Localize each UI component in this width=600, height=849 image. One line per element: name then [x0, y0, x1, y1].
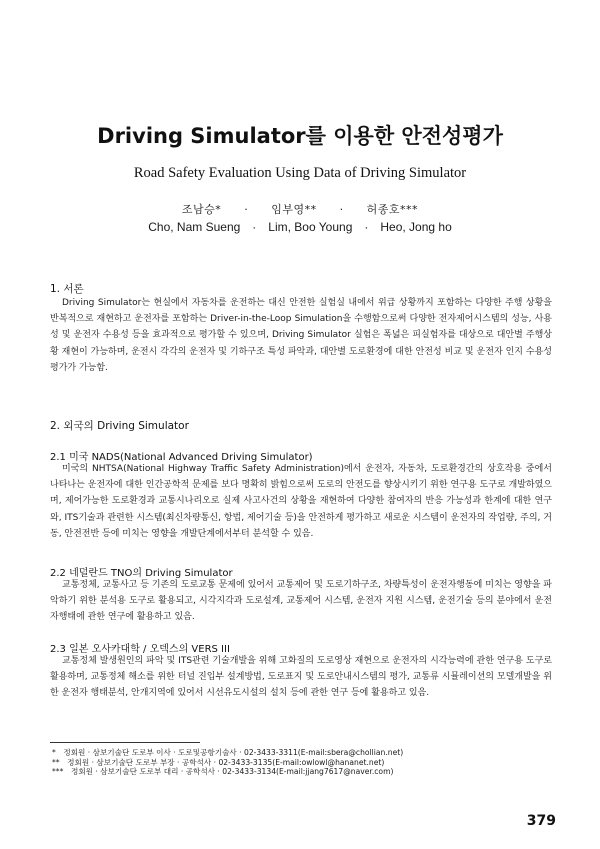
section-body-introduction — [50, 295, 552, 376]
footnote-author-2: ** 정회원 · 삼보기술단 도로부 부장 · 공학석사 · 02-3433-3135(E-mail:owlowl@hananet.net) — [52, 757, 385, 767]
authors-english: Cho, Nam Sueng · Lim, Boo Young · Heo, Jong ho — [148, 220, 452, 234]
page-title: Driving Simulator를 이용한 안전성평가 — [97, 124, 503, 148]
paragraph: Driving Simulator는 현실에서 자동차를 운전하는 대신 안전한 실험실 내에서 위급 상황까지 포함하는 다양한 주행 상황을 반복적으로 재현하고 운전자를 포함하는 Driver-in-the-Loop Simulation을 수행함으로써 다양한 전자제어시스템의 성능, 사용성 및 운전자 수용성 등을 효과적으로 평가할 수 있으며, Driving Simulator 실험은 폭넓은 피실험자를 대상으로 대안별 주행상황 재현이 가능하며, 운전시 각각의 운전자 및 기하구조 특성 파악과, 대안별 도로환경에 대한 안전성 비교 및 운전자 인지 수용성평가가 가능함. — [50, 298, 552, 373]
footnote-author-3: *** 정회원 · 삼보기술단 도로부 대리 · 공학석사 · 02-3433-3134(E-mail:jjang7617@naver.com) — [52, 767, 394, 777]
paragraph: 교통정체 발생원인의 파악 및 ITS관련 기술개발을 위해 고화질의 도로영상 재현으로 운전자의 시각능력에 관한 연구용 도구로 활용하며, 교통정체 해소를 위한 터널 진입부 설계방법, 도로표지 및 도로안내시스템의 평가, 교통류 시뮬레이션의 모델개발을 위한 운전자 행태분석, 안개지역에 있어서 시선유도시설의 설치 등에 관한 연구 등에 활용하고 있음. — [50, 656, 552, 699]
authors-korean: 조남승* · 임부영** · 허종호*** — [181, 203, 419, 216]
section-heading-introduction: 1. 서론 — [50, 283, 84, 295]
paragraph: 미국의 NHTSA(National Highway Traffic Safety Administration)에서 운전자, 자동차, 도로환경간의 상호작용 중에서 나타나는 운전자에 대한 인간공학적 문제를 보다 명확히 밝힘으로써 도로의 안전도를 향상시키기 위한 연구용 도구로 개발하였으며, 제어가능한 도로환경과 교통시나리오로 실제 사고사건의 상황을 재현하여 다양한 참여자의 반응 가능성과 한계에 대한 연구와, ITS기술과 관련한 시스템(최신차량통신, 항법, 제어기술 등)을 안전하게 평가하고 새로운 시스템이 운전자의 작업량, 주의, 거동, 안전전반 등에 미치는 영향을 개발단계에서부터 분석할 수 있음. — [50, 464, 552, 539]
footnote-author-1: * 정회원 · 삼보기술단 도로부 이사 · 도로및공항기술사 · 02-3433-3311(E-mail:sbera@chollian.net) — [52, 748, 404, 757]
footnote-divider — [50, 742, 200, 743]
english-subtitle: Road Safety Evaluation Using Data of Driving Simulator — [133, 165, 467, 181]
subsection-heading-vers: 2.3 일본 오사카대학 / 오덱스의 VERS III — [50, 644, 230, 655]
paragraph: 교통정체, 교통사고 등 기존의 도로교통 문제에 있어서 교통제어 및 도로기하구조, 차량특성이 운전자행동에 미치는 영향을 파악하기 위한 분석용 도구로 활용되고, 시각지각과 도로설계, 교통제어 시스템, 운전자 지원 시스템, 운전기술 등의 분야에서 운전자행태에 관한 연구에 활용하고 있음. — [50, 580, 552, 623]
subsection-heading-nads: 2.1 미국 NADS(National Advanced Driving Simulator) — [50, 452, 313, 463]
subsection-body-vers — [50, 653, 552, 702]
page-number: 379 — [526, 813, 556, 829]
footnotes — [52, 748, 403, 777]
subsection-body-nads — [50, 461, 552, 542]
subsection-heading-tno: 2.2 네덜란드 TNO의 Driving Simulator — [50, 568, 233, 579]
section-heading-foreign-simulators: 2. 외국의 Driving Simulator — [50, 420, 189, 432]
subsection-body-tno — [50, 577, 552, 626]
